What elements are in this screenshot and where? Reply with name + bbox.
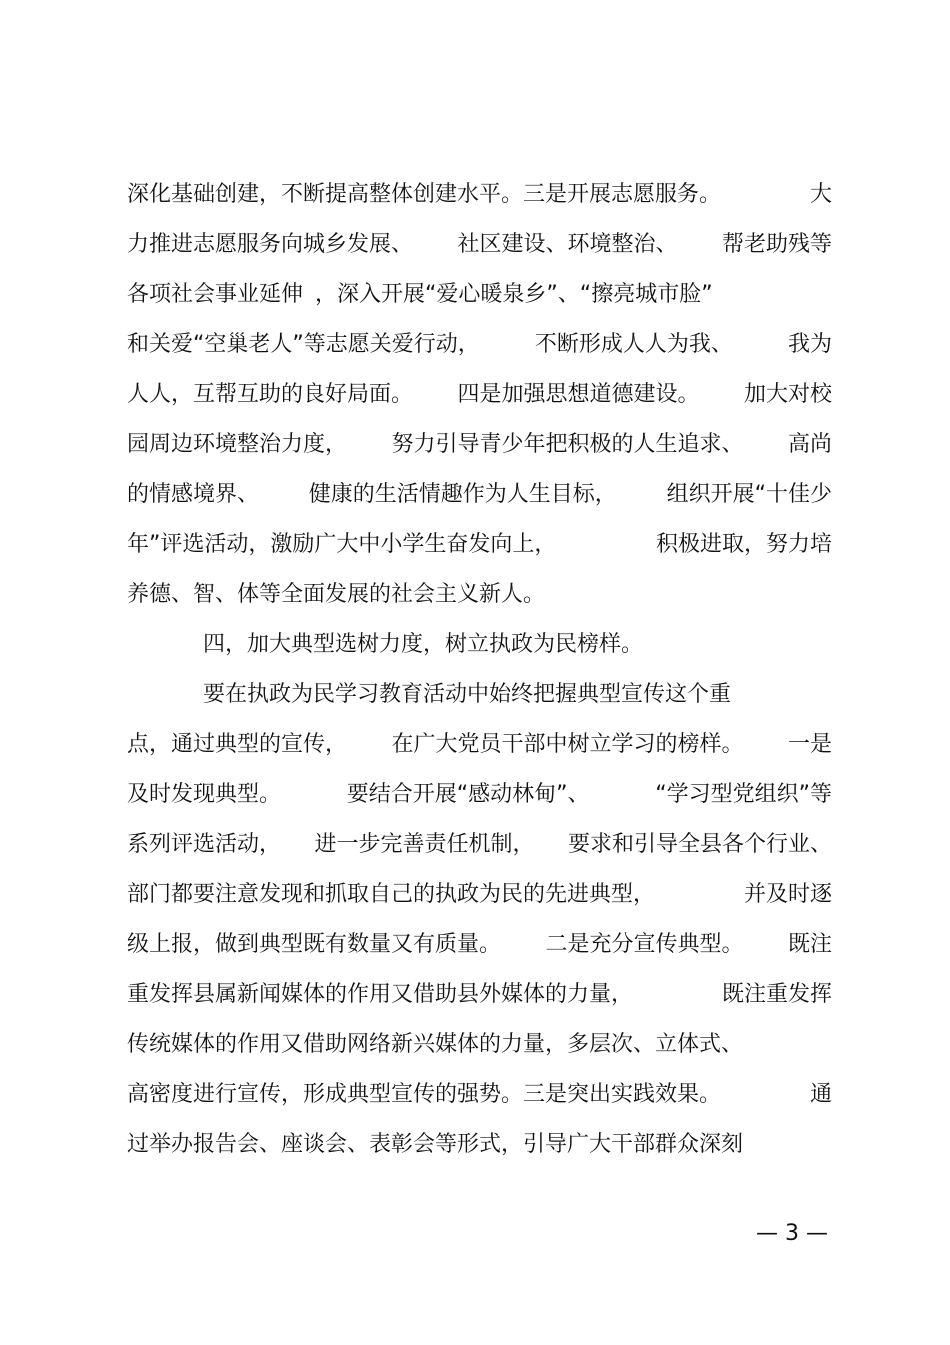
text-segment: 点，通过典型的宣传，: [127, 732, 348, 757]
text-segment: 大: [809, 182, 832, 207]
text-segment: 社区建设、环境整治、: [457, 232, 678, 257]
text-line-2: [127, 230, 832, 260]
text-segment: 健康的生活情趣作为人生目标，: [308, 482, 617, 507]
text-segment: 年”评选活动，激励广大中小学生奋发向上，: [127, 532, 557, 557]
text-line-12: [127, 730, 832, 760]
text-line-8: [127, 530, 832, 560]
text-segment: 各项社会事业延伸: [127, 282, 304, 307]
text-segment: 既注: [787, 932, 832, 957]
text-segment: 要结合开展“感动林甸”、: [346, 782, 590, 807]
text-segment: 系列评选活动，: [127, 832, 282, 857]
text-line-16: [127, 930, 832, 960]
text-segment: 重发挥县属新闻媒体的作用又借助县外媒体的力量，: [127, 982, 634, 1007]
text-line-13: [127, 780, 832, 810]
text-line-4: [127, 330, 832, 360]
text-segment: 养德、智、体等全面发展的社会主义新人。: [127, 582, 546, 607]
text-segment: 深化基础创建，不断提高整体创建水平。三是开展志愿服务。: [127, 182, 722, 207]
text-segment: 帮老助残等: [721, 232, 832, 257]
text-line-11: [203, 680, 832, 710]
text-segment: 积极进取，努力培: [655, 532, 832, 557]
text-segment: 四是加强思想道德建设。: [457, 382, 700, 407]
text-segment: 不断形成人人为我、: [534, 332, 733, 357]
text-line-19: [127, 1080, 832, 1110]
text-line-17: [127, 980, 832, 1010]
text-line-7: [127, 480, 832, 510]
text-segment: 二是充分宣传典型。: [545, 932, 744, 957]
text-line-3: [127, 280, 832, 310]
text-line-5: [127, 380, 832, 410]
text-segment: 四，加大典型选树力度，树立执政为民榜样。: [203, 632, 644, 657]
text-segment: 人人，互帮互助的良好局面。: [127, 382, 414, 407]
text-segment: 部门都要注意发现和抓取自己的执政为民的先进典型，: [127, 882, 656, 907]
text-segment: 通: [809, 1082, 832, 1107]
text-segment: 一是: [787, 732, 832, 757]
text-line-6: [127, 430, 832, 460]
text-segment: 进一步完善责任机制，: [314, 832, 535, 857]
text-segment: 并及时逐: [743, 882, 832, 907]
text-segment: 的情感境界、: [127, 482, 260, 507]
text-segment: 和关爱“空巢老人”等志愿关爱行动，: [127, 332, 480, 357]
text-segment: 高尚: [787, 432, 832, 457]
text-segment: 过举办报告会、座谈会、表彰会等形式，引导广大干部群众深刻: [127, 1132, 744, 1157]
text-line-15: [127, 880, 832, 910]
text-segment: 组织开展“十佳少: [666, 482, 832, 507]
text-segment: 在广大党员干部中树立学习的榜样。: [391, 732, 744, 757]
text-segment: 加大对校: [743, 382, 832, 407]
text-segment: 我为: [787, 332, 832, 357]
section-heading: [203, 630, 832, 660]
page-number: — 3 —: [756, 1221, 828, 1246]
text-line-20: [127, 1130, 832, 1160]
text-segment: 既注重发挥: [721, 982, 832, 1007]
text-segment: 力推进志愿服务向城乡发展、: [127, 232, 414, 257]
text-segment: 要在执政为民学习教育活动中始终把握典型宣传这个重: [203, 682, 732, 707]
text-segment: 级上报，做到典型既有数量又有质量。: [127, 932, 502, 957]
text-segment: 高密度进行宣传，形成典型宣传的强势。三是突出实践效果。: [127, 1082, 722, 1107]
text-segment: 传统媒体的作用又借助网络新兴媒体的力量，多层次、立体式、: [127, 1032, 744, 1057]
text-segment: 园周边环境整治力度，: [127, 432, 348, 457]
text-segment: “学习型党组织”等: [655, 782, 832, 807]
text-segment: 要求和引导全县各个行业、: [567, 832, 832, 857]
text-line-14: [127, 830, 832, 860]
text-segment: 及时发现典型。: [127, 782, 282, 807]
text-line-18: [127, 1030, 832, 1060]
text-segment: 努力引导青少年把积极的人生追求、: [391, 432, 744, 457]
text-segment: ，深入开展“爱心暖泉乡”、“擦亮城市脸”: [315, 282, 713, 307]
text-line-9: [127, 580, 832, 610]
text-line-1: [127, 180, 832, 210]
